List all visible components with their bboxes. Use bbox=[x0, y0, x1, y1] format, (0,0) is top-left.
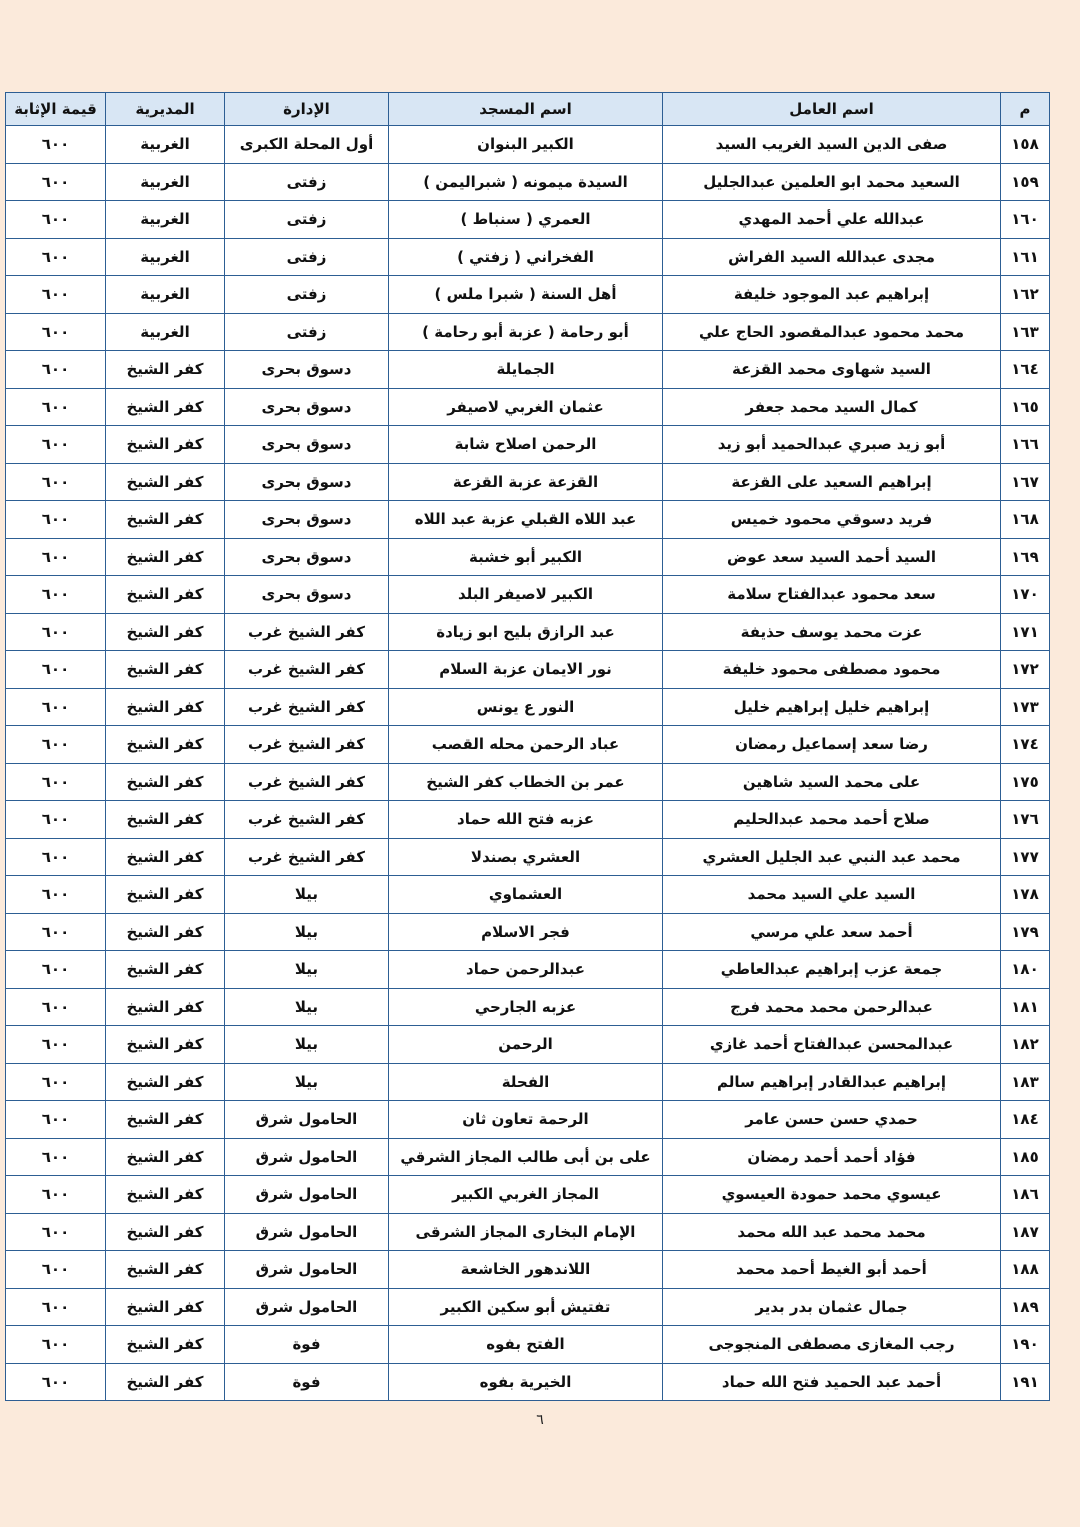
table-row bbox=[6, 1288, 1050, 1326]
worker-name-cell: صلاح أحمد محمد عبدالحليم bbox=[663, 801, 1001, 839]
directorate-cell: كفر الشيخ bbox=[106, 726, 225, 764]
administration-cell: أول المحلة الكبرى bbox=[225, 126, 389, 164]
row-number-cell: ١٨٩ bbox=[1001, 1288, 1050, 1326]
administration-cell: بيلا bbox=[225, 951, 389, 989]
reward-value-cell: ٦٠٠ bbox=[6, 238, 106, 276]
table-row bbox=[6, 1326, 1050, 1364]
worker-name-cell: عيسوي محمد حمودة العيسوي bbox=[663, 1176, 1001, 1214]
reward-value-cell: ٦٠٠ bbox=[6, 1213, 106, 1251]
reward-value-cell: ٦٠٠ bbox=[6, 426, 106, 464]
mosque-name-cell: الجمايلة bbox=[389, 351, 663, 389]
reward-value-cell: ٦٠٠ bbox=[6, 163, 106, 201]
directorate-cell: كفر الشيخ bbox=[106, 1251, 225, 1289]
directorate-cell: كفر الشيخ bbox=[106, 1176, 225, 1214]
directorate-cell: كفر الشيخ bbox=[106, 1063, 225, 1101]
administration-cell: دسوق بحرى bbox=[225, 501, 389, 539]
directorate-cell: الغربية bbox=[106, 201, 225, 239]
reward-value-cell: ٦٠٠ bbox=[6, 613, 106, 651]
table-row bbox=[6, 501, 1050, 539]
table-row bbox=[6, 201, 1050, 239]
row-number-cell: ١٦٣ bbox=[1001, 313, 1050, 351]
row-number-cell: ١٦٦ bbox=[1001, 426, 1050, 464]
mosque-name-cell: الرحمن اصلاح شابة bbox=[389, 426, 663, 464]
mosque-name-cell: عبد اللاه القبلي عزبة عبد اللاه bbox=[389, 501, 663, 539]
worker-name-cell: إبراهيم خليل إبراهيم خليل bbox=[663, 688, 1001, 726]
table-row bbox=[6, 126, 1050, 164]
directorate-cell: كفر الشيخ bbox=[106, 613, 225, 651]
table-row bbox=[6, 988, 1050, 1026]
table-row bbox=[6, 1176, 1050, 1214]
header-worker-name: اسم العامل bbox=[663, 93, 1001, 126]
reward-value-cell: ٦٠٠ bbox=[6, 688, 106, 726]
mosque-name-cell: الرحمة تعاون ثان bbox=[389, 1101, 663, 1139]
row-number-cell: ١٩٠ bbox=[1001, 1326, 1050, 1364]
directorate-cell: الغربية bbox=[106, 163, 225, 201]
reward-value-cell: ٦٠٠ bbox=[6, 838, 106, 876]
row-number-cell: ١٧٩ bbox=[1001, 913, 1050, 951]
row-number-cell: ١٨٦ bbox=[1001, 1176, 1050, 1214]
row-number-cell: ١٧٣ bbox=[1001, 688, 1050, 726]
worker-name-cell: إبراهيم عبدالقادر إبراهيم سالم bbox=[663, 1063, 1001, 1101]
header-num: م bbox=[1001, 93, 1050, 126]
table-row bbox=[6, 538, 1050, 576]
row-number-cell: ١٦٩ bbox=[1001, 538, 1050, 576]
reward-value-cell: ٦٠٠ bbox=[6, 1363, 106, 1401]
administration-cell: كفر الشيخ غرب bbox=[225, 763, 389, 801]
worker-name-cell: السيد علي السيد محمد bbox=[663, 876, 1001, 914]
worker-name-cell: أحمد عبد الحميد فتح الله حماد bbox=[663, 1363, 1001, 1401]
administration-cell: كفر الشيخ غرب bbox=[225, 613, 389, 651]
reward-value-cell: ٦٠٠ bbox=[6, 1026, 106, 1064]
header-administration: الإدارة bbox=[225, 93, 389, 126]
header-reward-value: قيمة الإثابة bbox=[6, 93, 106, 126]
table-row bbox=[6, 1213, 1050, 1251]
worker-name-cell: على محمد السيد شاهين bbox=[663, 763, 1001, 801]
worker-name-cell: جمال عثمان بدر بدير bbox=[663, 1288, 1001, 1326]
row-number-cell: ١٦٠ bbox=[1001, 201, 1050, 239]
header-mosque-name: اسم المسجد bbox=[389, 93, 663, 126]
mosque-name-cell: العمري ( سنباط ) bbox=[389, 201, 663, 239]
administration-cell: بيلا bbox=[225, 1026, 389, 1064]
table-row bbox=[6, 426, 1050, 464]
directorate-cell: كفر الشيخ bbox=[106, 763, 225, 801]
table-row bbox=[6, 1138, 1050, 1176]
mosque-name-cell: النور ع يونس bbox=[389, 688, 663, 726]
table-row bbox=[6, 1363, 1050, 1401]
table-row bbox=[6, 613, 1050, 651]
row-number-cell: ١٨١ bbox=[1001, 988, 1050, 1026]
workers-table-container bbox=[5, 92, 1049, 1401]
administration-cell: زفتى bbox=[225, 238, 389, 276]
mosque-name-cell: نور الايمان عزبة السلام bbox=[389, 651, 663, 689]
table-row bbox=[6, 651, 1050, 689]
directorate-cell: كفر الشيخ bbox=[106, 576, 225, 614]
table-row bbox=[6, 1251, 1050, 1289]
row-number-cell: ١٧٦ bbox=[1001, 801, 1050, 839]
directorate-cell: كفر الشيخ bbox=[106, 1288, 225, 1326]
row-number-cell: ١٦١ bbox=[1001, 238, 1050, 276]
administration-cell: الحامول شرق bbox=[225, 1138, 389, 1176]
table-row bbox=[6, 276, 1050, 314]
directorate-cell: كفر الشيخ bbox=[106, 876, 225, 914]
reward-value-cell: ٦٠٠ bbox=[6, 576, 106, 614]
table-row bbox=[6, 388, 1050, 426]
worker-name-cell: عبدالرحمن محمد محمد فرج bbox=[663, 988, 1001, 1026]
row-number-cell: ١٨٣ bbox=[1001, 1063, 1050, 1101]
worker-name-cell: عبدالله علي أحمد المهدي bbox=[663, 201, 1001, 239]
administration-cell: الحامول شرق bbox=[225, 1288, 389, 1326]
mosque-name-cell: السيدة ميمونه ( شبراليمن ) bbox=[389, 163, 663, 201]
reward-value-cell: ٦٠٠ bbox=[6, 951, 106, 989]
table-row bbox=[6, 801, 1050, 839]
row-number-cell: ١٦٨ bbox=[1001, 501, 1050, 539]
directorate-cell: كفر الشيخ bbox=[106, 651, 225, 689]
row-number-cell: ١٧٥ bbox=[1001, 763, 1050, 801]
worker-name-cell: محمود مصطفى محمود خليفة bbox=[663, 651, 1001, 689]
worker-name-cell: محمد عبد النبي عبد الجليل العشري bbox=[663, 838, 1001, 876]
reward-value-cell: ٦٠٠ bbox=[6, 1101, 106, 1139]
row-number-cell: ١٦٤ bbox=[1001, 351, 1050, 389]
mosque-name-cell: المجاز الغربي الكبير bbox=[389, 1176, 663, 1214]
mosque-name-cell: الخيرية بفوه bbox=[389, 1363, 663, 1401]
worker-name-cell: أبو زيد صبري عبدالحميد أبو زيد bbox=[663, 426, 1001, 464]
reward-value-cell: ٦٠٠ bbox=[6, 538, 106, 576]
row-number-cell: ١٧٤ bbox=[1001, 726, 1050, 764]
reward-value-cell: ٦٠٠ bbox=[6, 651, 106, 689]
directorate-cell: كفر الشيخ bbox=[106, 1213, 225, 1251]
mosque-name-cell: أهل السنة ( شبرا ملس ) bbox=[389, 276, 663, 314]
directorate-cell: كفر الشيخ bbox=[106, 426, 225, 464]
administration-cell: دسوق بحرى bbox=[225, 351, 389, 389]
row-number-cell: ١٦٧ bbox=[1001, 463, 1050, 501]
directorate-cell: الغربية bbox=[106, 238, 225, 276]
table-row bbox=[6, 838, 1050, 876]
page-number: ٦ bbox=[536, 1412, 544, 1428]
workers-table bbox=[5, 92, 1050, 1401]
row-number-cell: ١٦٥ bbox=[1001, 388, 1050, 426]
mosque-name-cell: الفخراني ( زفتي ) bbox=[389, 238, 663, 276]
reward-value-cell: ٦٠٠ bbox=[6, 201, 106, 239]
administration-cell: كفر الشيخ غرب bbox=[225, 688, 389, 726]
administration-cell: دسوق بحرى bbox=[225, 463, 389, 501]
row-number-cell: ١٨٢ bbox=[1001, 1026, 1050, 1064]
reward-value-cell: ٦٠٠ bbox=[6, 501, 106, 539]
reward-value-cell: ٦٠٠ bbox=[6, 913, 106, 951]
mosque-name-cell: عباد الرحمن محله القصب bbox=[389, 726, 663, 764]
mosque-name-cell: الإمام البخارى المجاز الشرقى bbox=[389, 1213, 663, 1251]
administration-cell: الحامول شرق bbox=[225, 1213, 389, 1251]
administration-cell: بيلا bbox=[225, 876, 389, 914]
directorate-cell: كفر الشيخ bbox=[106, 988, 225, 1026]
directorate-cell: كفر الشيخ bbox=[106, 1138, 225, 1176]
row-number-cell: ١٨٨ bbox=[1001, 1251, 1050, 1289]
reward-value-cell: ٦٠٠ bbox=[6, 1326, 106, 1364]
row-number-cell: ١٨٧ bbox=[1001, 1213, 1050, 1251]
row-number-cell: ١٧٢ bbox=[1001, 651, 1050, 689]
directorate-cell: كفر الشيخ bbox=[106, 1363, 225, 1401]
reward-value-cell: ٦٠٠ bbox=[6, 726, 106, 764]
directorate-cell: كفر الشيخ bbox=[106, 1101, 225, 1139]
table-row bbox=[6, 351, 1050, 389]
directorate-cell: الغربية bbox=[106, 126, 225, 164]
row-number-cell: ١٩١ bbox=[1001, 1363, 1050, 1401]
table-row bbox=[6, 876, 1050, 914]
table-row bbox=[6, 951, 1050, 989]
mosque-name-cell: الفتح بفوه bbox=[389, 1326, 663, 1364]
mosque-name-cell: عثمان الغربي لاصيفر bbox=[389, 388, 663, 426]
administration-cell: زفتى bbox=[225, 163, 389, 201]
directorate-cell: الغربية bbox=[106, 276, 225, 314]
administration-cell: دسوق بحرى bbox=[225, 426, 389, 464]
directorate-cell: كفر الشيخ bbox=[106, 1026, 225, 1064]
administration-cell: الحامول شرق bbox=[225, 1101, 389, 1139]
row-number-cell: ١٨٥ bbox=[1001, 1138, 1050, 1176]
table-row bbox=[6, 576, 1050, 614]
table-row bbox=[6, 726, 1050, 764]
table-row bbox=[6, 163, 1050, 201]
mosque-name-cell: الكبير البنوان bbox=[389, 126, 663, 164]
reward-value-cell: ٦٠٠ bbox=[6, 1288, 106, 1326]
administration-cell: كفر الشيخ غرب bbox=[225, 651, 389, 689]
administration-cell: دسوق بحرى bbox=[225, 576, 389, 614]
reward-value-cell: ٦٠٠ bbox=[6, 763, 106, 801]
table-row bbox=[6, 238, 1050, 276]
administration-cell: بيلا bbox=[225, 913, 389, 951]
mosque-name-cell: العشري بصندلا bbox=[389, 838, 663, 876]
table-row bbox=[6, 1026, 1050, 1064]
mosque-name-cell: فجر الاسلام bbox=[389, 913, 663, 951]
worker-name-cell: كمال السيد محمد جعفر bbox=[663, 388, 1001, 426]
directorate-cell: كفر الشيخ bbox=[106, 801, 225, 839]
row-number-cell: ١٨٤ bbox=[1001, 1101, 1050, 1139]
administration-cell: زفتى bbox=[225, 276, 389, 314]
row-number-cell: ١٧٨ bbox=[1001, 876, 1050, 914]
row-number-cell: ١٧٠ bbox=[1001, 576, 1050, 614]
mosque-name-cell: الفحلة bbox=[389, 1063, 663, 1101]
directorate-cell: كفر الشيخ bbox=[106, 351, 225, 389]
worker-name-cell: رجب المغازى مصطفى المنجوجى bbox=[663, 1326, 1001, 1364]
administration-cell: زفتى bbox=[225, 313, 389, 351]
mosque-name-cell: عزبه الجارحي bbox=[389, 988, 663, 1026]
mosque-name-cell: اللاندهور الخاشعة bbox=[389, 1251, 663, 1289]
mosque-name-cell: عزبه فتح الله حماد bbox=[389, 801, 663, 839]
worker-name-cell: إبراهيم عبد الموجود خليفة bbox=[663, 276, 1001, 314]
table-row bbox=[6, 763, 1050, 801]
directorate-cell: كفر الشيخ bbox=[106, 388, 225, 426]
mosque-name-cell: العشماوي bbox=[389, 876, 663, 914]
mosque-name-cell: الكبير أبو خشبة bbox=[389, 538, 663, 576]
worker-name-cell: حمدي حسن حسن عامر bbox=[663, 1101, 1001, 1139]
reward-value-cell: ٦٠٠ bbox=[6, 1063, 106, 1101]
mosque-name-cell: الكبير لاصيفر البلد bbox=[389, 576, 663, 614]
administration-cell: دسوق بحرى bbox=[225, 388, 389, 426]
directorate-cell: كفر الشيخ bbox=[106, 538, 225, 576]
administration-cell: الحامول شرق bbox=[225, 1176, 389, 1214]
reward-value-cell: ٦٠٠ bbox=[6, 463, 106, 501]
worker-name-cell: مجدى عبدالله السيد الفراش bbox=[663, 238, 1001, 276]
mosque-name-cell: عبد الرازق بليح ابو زيادة bbox=[389, 613, 663, 651]
worker-name-cell: محمد محمود عبدالمقصود الحاج علي bbox=[663, 313, 1001, 351]
administration-cell: الحامول شرق bbox=[225, 1251, 389, 1289]
row-number-cell: ١٥٨ bbox=[1001, 126, 1050, 164]
worker-name-cell: عزت محمد يوسف حذيفة bbox=[663, 613, 1001, 651]
worker-name-cell: عبدالمحسن عبدالفتاح أحمد غازي bbox=[663, 1026, 1001, 1064]
worker-name-cell: إبراهيم السعيد على القزعة bbox=[663, 463, 1001, 501]
reward-value-cell: ٦٠٠ bbox=[6, 1138, 106, 1176]
reward-value-cell: ٦٠٠ bbox=[6, 351, 106, 389]
directorate-cell: كفر الشيخ bbox=[106, 951, 225, 989]
mosque-name-cell: عبدالرحمن حماد bbox=[389, 951, 663, 989]
worker-name-cell: السعيد محمد ابو العلمين عبدالجليل bbox=[663, 163, 1001, 201]
mosque-name-cell: تفتيش أبو سكين الكبير bbox=[389, 1288, 663, 1326]
worker-name-cell: جمعة عزب إبراهيم عبدالعاطي bbox=[663, 951, 1001, 989]
administration-cell: فوة bbox=[225, 1363, 389, 1401]
worker-name-cell: السيد شهاوى محمد القزعة bbox=[663, 351, 1001, 389]
table-row bbox=[6, 913, 1050, 951]
reward-value-cell: ٦٠٠ bbox=[6, 1176, 106, 1214]
administration-cell: كفر الشيخ غرب bbox=[225, 726, 389, 764]
reward-value-cell: ٦٠٠ bbox=[6, 126, 106, 164]
worker-name-cell: محمد محمد عبد الله محمد bbox=[663, 1213, 1001, 1251]
table-row bbox=[6, 1063, 1050, 1101]
mosque-name-cell: عمر بن الخطاب كفر الشيخ bbox=[389, 763, 663, 801]
worker-name-cell: رضا سعد إسماعيل رمضان bbox=[663, 726, 1001, 764]
row-number-cell: ١٧٧ bbox=[1001, 838, 1050, 876]
worker-name-cell: صفى الدين السيد الغريب السيد bbox=[663, 126, 1001, 164]
worker-name-cell: السيد أحمد السيد سعد عوض bbox=[663, 538, 1001, 576]
mosque-name-cell: القزعة عزبة القزعة bbox=[389, 463, 663, 501]
directorate-cell: كفر الشيخ bbox=[106, 463, 225, 501]
mosque-name-cell: الرحمن bbox=[389, 1026, 663, 1064]
directorate-cell: كفر الشيخ bbox=[106, 688, 225, 726]
administration-cell: زفتى bbox=[225, 201, 389, 239]
row-number-cell: ١٨٠ bbox=[1001, 951, 1050, 989]
mosque-name-cell: أبو رحامة ( عزبة أبو رحامة ) bbox=[389, 313, 663, 351]
row-number-cell: ١٧١ bbox=[1001, 613, 1050, 651]
administration-cell: كفر الشيخ غرب bbox=[225, 801, 389, 839]
worker-name-cell: أحمد أبو الغيط أحمد محمد bbox=[663, 1251, 1001, 1289]
administration-cell: بيلا bbox=[225, 1063, 389, 1101]
row-number-cell: ١٥٩ bbox=[1001, 163, 1050, 201]
table-body bbox=[6, 126, 1050, 1401]
row-number-cell: ١٦٢ bbox=[1001, 276, 1050, 314]
reward-value-cell: ٦٠٠ bbox=[6, 801, 106, 839]
administration-cell: بيلا bbox=[225, 988, 389, 1026]
directorate-cell: كفر الشيخ bbox=[106, 913, 225, 951]
table-row bbox=[6, 688, 1050, 726]
directorate-cell: كفر الشيخ bbox=[106, 838, 225, 876]
reward-value-cell: ٦٠٠ bbox=[6, 276, 106, 314]
reward-value-cell: ٦٠٠ bbox=[6, 876, 106, 914]
worker-name-cell: فؤاد أحمد أحمد رمضان bbox=[663, 1138, 1001, 1176]
header-directorate: المديرية bbox=[106, 93, 225, 126]
table-row bbox=[6, 313, 1050, 351]
reward-value-cell: ٦٠٠ bbox=[6, 1251, 106, 1289]
administration-cell: دسوق بحرى bbox=[225, 538, 389, 576]
worker-name-cell: سعد محمود عبدالفتاح سلامة bbox=[663, 576, 1001, 614]
reward-value-cell: ٦٠٠ bbox=[6, 388, 106, 426]
administration-cell: فوة bbox=[225, 1326, 389, 1364]
directorate-cell: كفر الشيخ bbox=[106, 1326, 225, 1364]
reward-value-cell: ٦٠٠ bbox=[6, 988, 106, 1026]
table-row bbox=[6, 1101, 1050, 1139]
directorate-cell: الغربية bbox=[106, 313, 225, 351]
administration-cell: كفر الشيخ غرب bbox=[225, 838, 389, 876]
mosque-name-cell: على بن أبى طالب المجاز الشرقي bbox=[389, 1138, 663, 1176]
directorate-cell: كفر الشيخ bbox=[106, 501, 225, 539]
reward-value-cell: ٦٠٠ bbox=[6, 313, 106, 351]
table-header-row bbox=[6, 93, 1050, 126]
table-row bbox=[6, 463, 1050, 501]
worker-name-cell: أحمد سعد علي مرسي bbox=[663, 913, 1001, 951]
worker-name-cell: فريد دسوقي محمود خميس bbox=[663, 501, 1001, 539]
